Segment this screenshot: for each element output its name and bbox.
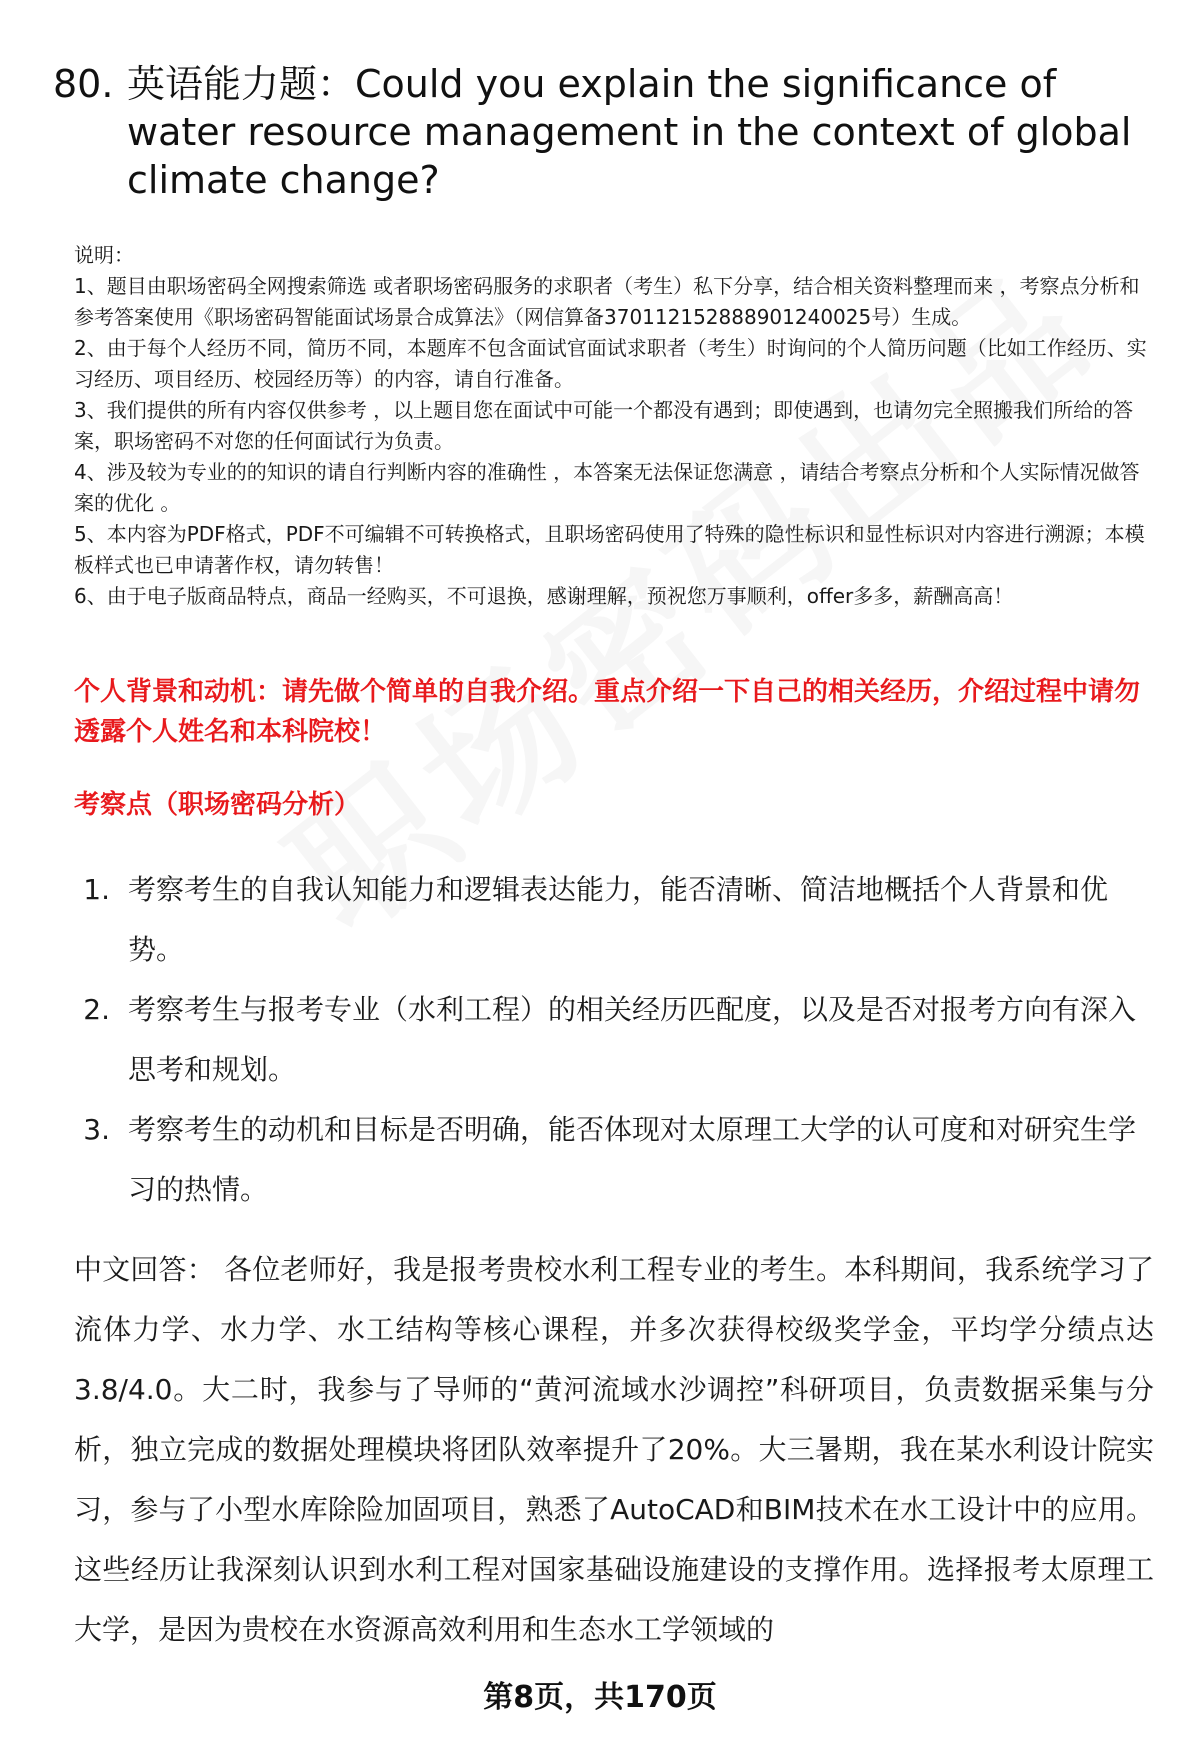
analysis-points <box>74 860 1154 1220</box>
list-item <box>74 1100 1154 1220</box>
note-item: 2、由于每个人经历不同，简历不同，本题库不包含面试官面试求职者（考生）时询问的个人简历问题（比如工作经历、实习经历、项目经历、校园经历等）的内容，请自行准备。 <box>74 336 1147 391</box>
note-item: 4、涉及较为专业的的知识的请自行判断内容的准确性 ，本答案无法保证您满意 ，请结合考察点分析和个人实际情况做答案的优化 。 <box>74 460 1140 515</box>
point-text: 考察考生的自我认知能力和逻辑表达能力，能否清晰、简洁地概括个人背景和优势。 <box>128 873 1109 966</box>
point-text: 考察考生与报考专业（水利工程）的相关经历匹配度，以及是否对报考方向有深入思考和规划。 <box>128 993 1137 1086</box>
point-number: 1. <box>83 873 110 906</box>
point-number: 2. <box>83 993 110 1026</box>
question-heading <box>53 60 1143 204</box>
list-item <box>74 980 1154 1100</box>
analysis-heading: 考察点（职场密码分析） <box>74 790 361 820</box>
point-text: 考察考生的动机和目标是否明确，能否体现对太原理工大学的认可度和对研究生学习的热情。 <box>128 1113 1137 1206</box>
note-item: 5、本内容为PDF格式，PDF不可编辑不可转换格式，且职场密码使用了特殊的隐性标识和显性标识对内容进行溯源；本模板样式也已申请著作权，请勿转售！ <box>74 522 1145 577</box>
point-number: 3. <box>83 1113 110 1146</box>
notes-block <box>74 240 1154 612</box>
note-item: 1、题目由职场密码全网搜索筛选 或者职场密码服务的求职者（考生）私下分享，结合相关资料整理而来 ，考察点分析和参考答案使用《职场密码智能面试场景合成算法》（网信算备370112152888901240025号）生成。 <box>74 274 1140 329</box>
notes-title: 说明： <box>74 243 134 267</box>
answer-text: 中文回答： 各位老师好，我是报考贵校水利工程专业的考生。本科期间，我系统学习了流体力学、水力学、水工结构等核心课程，并多次获得校级奖学金，平均学分绩点达3.8/4.0。大二时，我参与了导师的“黄河流域水沙调控”科研项目，负责数据采集与分析，独立完成的数据处理模块将团队效率提升了20%。大三暑期，我在某水利设计院实习，参与了小型水库除险加固项目，熟悉了AutoCAD和BIM技术在水工设计中的应用。这些经历让我深刻认识到水利工程对国家基础设施建设的支撑作用。选择报考太原理工大学，是因为贵校在水资源高效利用和生态水工学领域的 <box>74 1253 1154 1646</box>
note-item: 3、我们提供的所有内容仅供参考 ，以上题目您在面试中可能一个都没有遇到；即使遇到，也请勿完全照搬我们所给的答案，职场密码不对您的任何面试行为负责。 <box>74 398 1134 453</box>
section-heading: 个人背景和动机：请先做个简单的自我介绍。重点介绍一下自己的相关经历，介绍过程中请勿透露个人姓名和本科院校！ <box>74 677 1141 747</box>
list-item <box>74 860 1154 980</box>
question-number: 80. <box>53 62 114 106</box>
page-footer: 第8页，共170页 <box>483 1680 717 1715</box>
note-item: 6、由于电子版商品特点，商品一经购买，不可退换，感谢理解，预祝您万事顺利，offer多多，薪酬高高！ <box>74 584 1014 608</box>
question-text: 英语能力题：Could you explain the significance of water resource management in the context of global climate change? <box>127 62 1132 202</box>
